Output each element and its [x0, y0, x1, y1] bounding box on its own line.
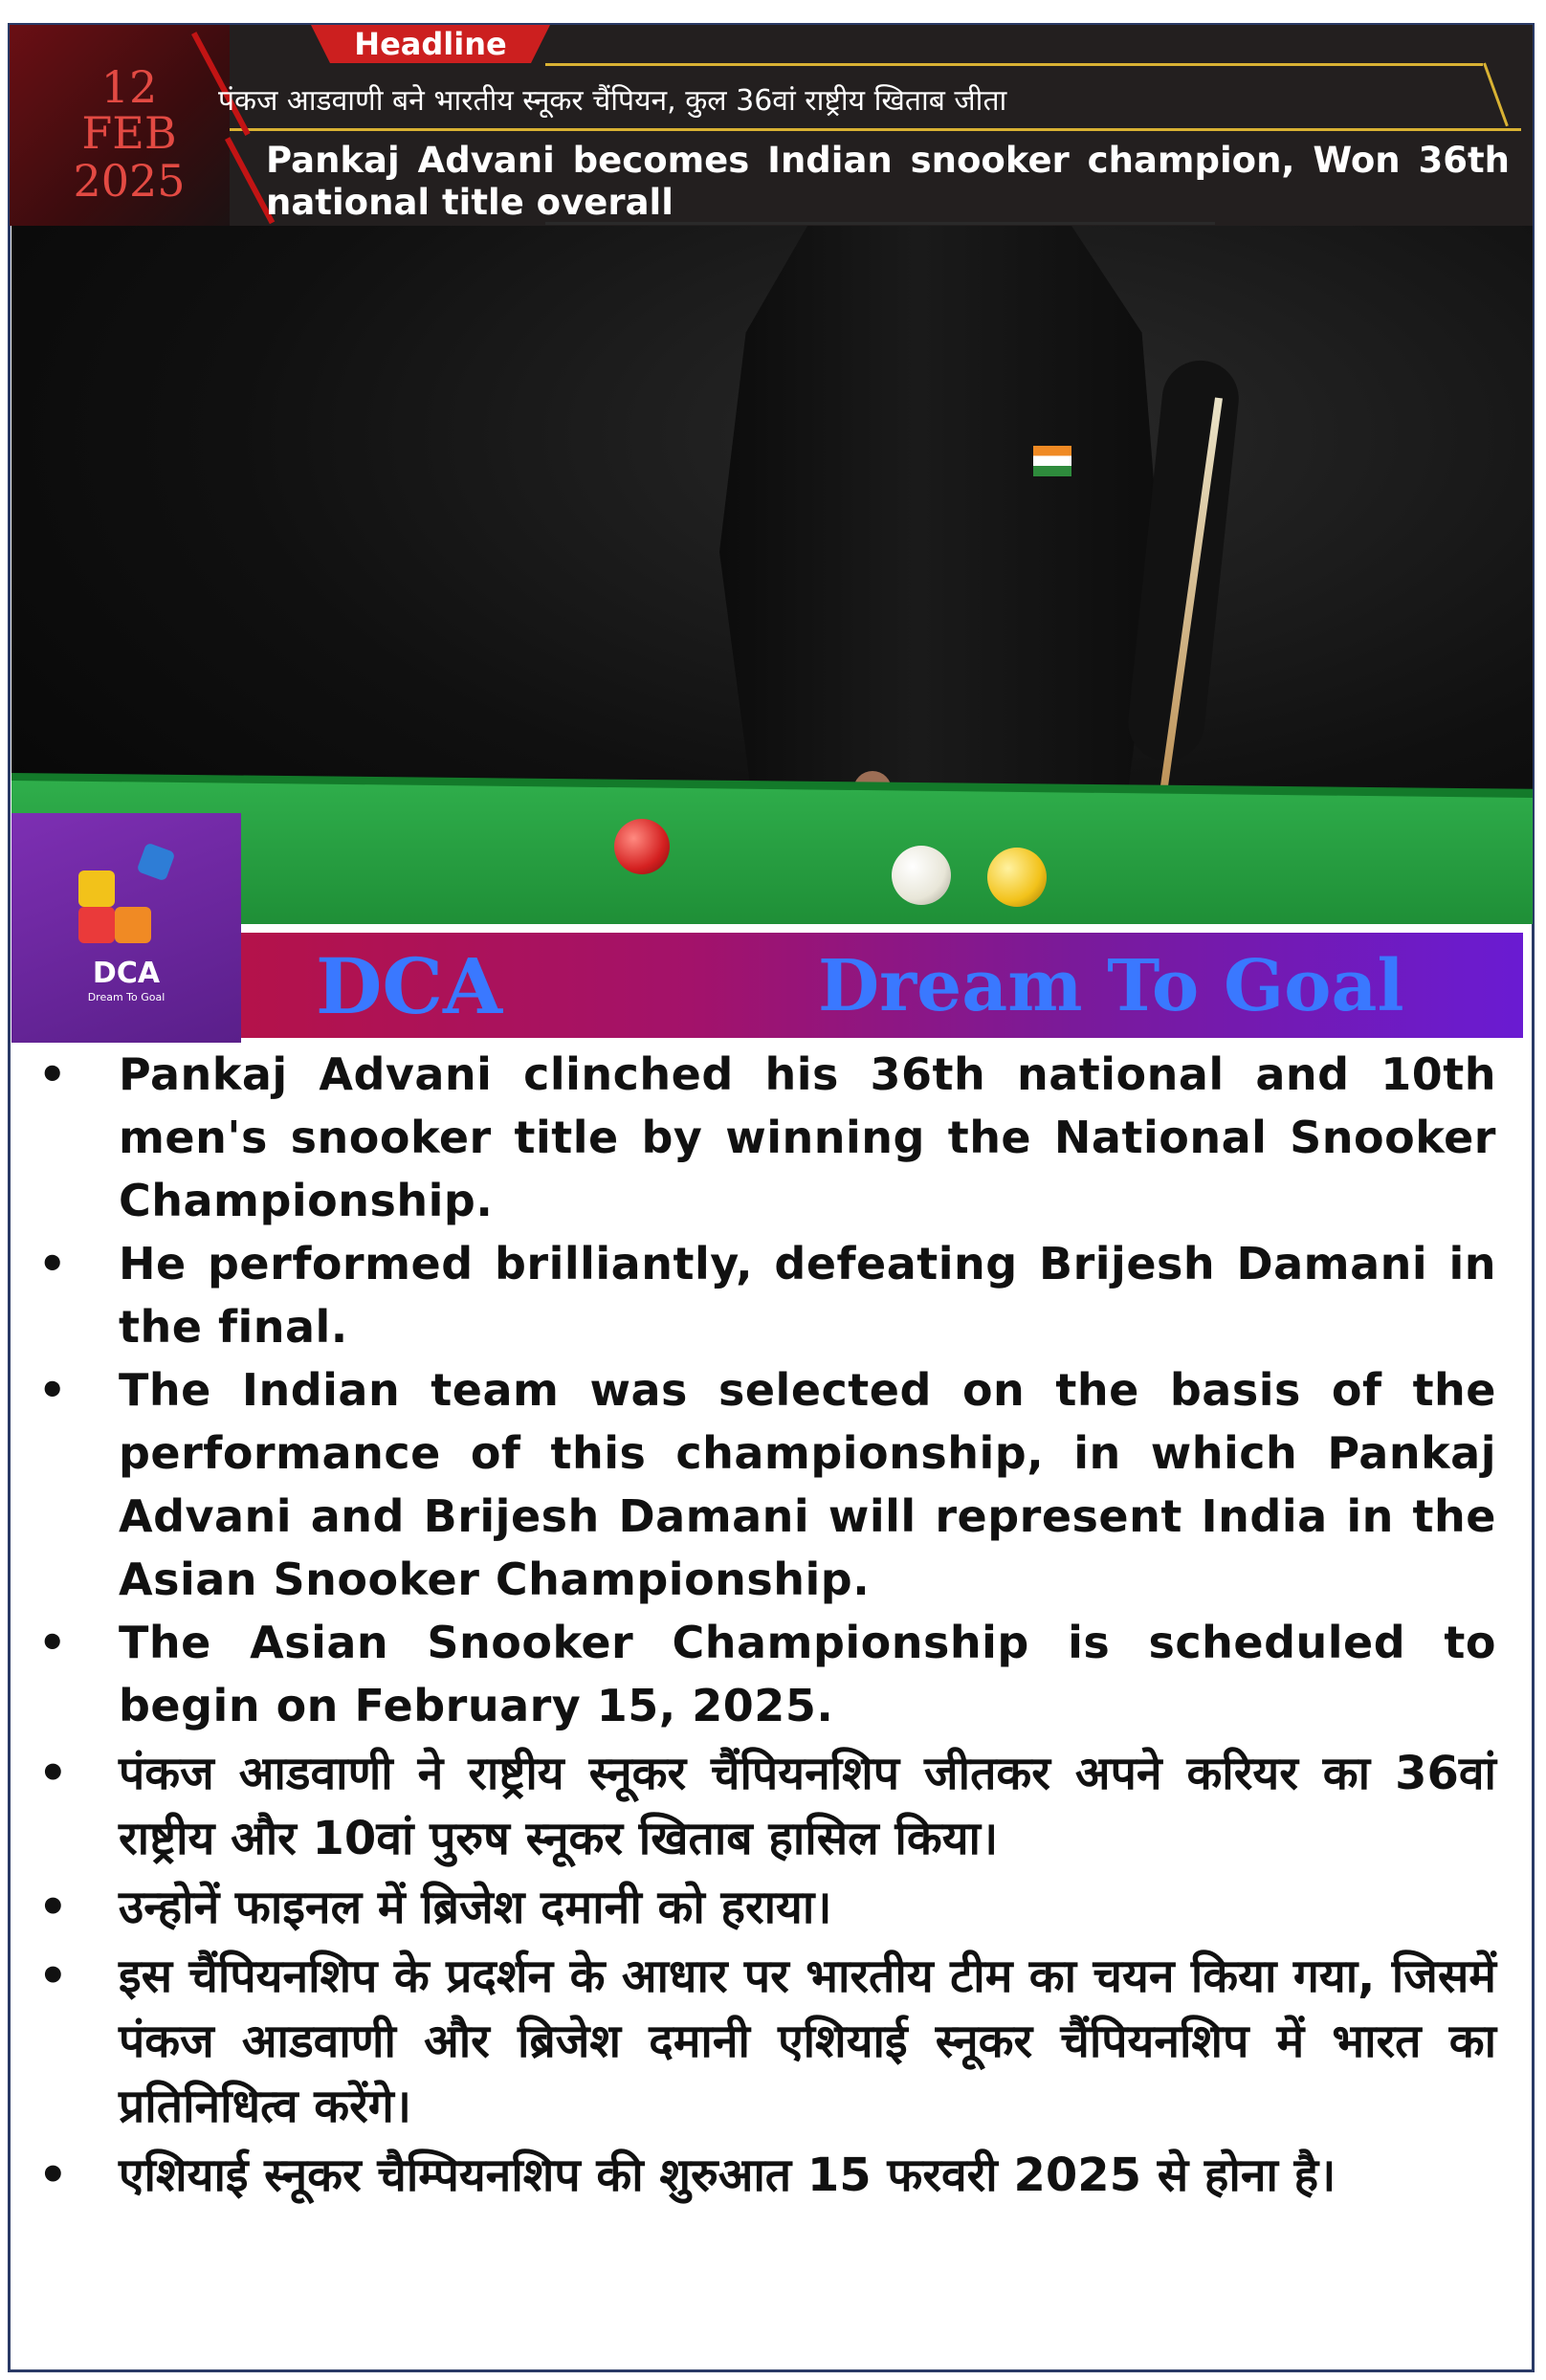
- bullet-item: [33, 1944, 1496, 2139]
- gold-rule-corner: [1483, 62, 1509, 126]
- headline-header: [10, 25, 1533, 226]
- bullet-dot: •: [38, 1881, 68, 1934]
- bullet-item: [33, 2143, 1496, 2208]
- gold-rule-top: [545, 63, 1483, 66]
- bullet-list: [33, 1043, 1496, 2208]
- headline-english-line1: Pankaj Advani becomes Indian snooker champion, Won 36th: [266, 140, 1510, 181]
- bullet-text: He performed brilliantly, defeating Brijesh Damani in the final.: [119, 1238, 1496, 1353]
- dca-logo: [11, 813, 241, 1043]
- headline-english-line2: national title overall: [266, 182, 674, 223]
- gold-rule-mid: [230, 128, 1521, 131]
- bullet-item: [33, 1358, 1496, 1611]
- bullet-dot: •: [38, 1048, 67, 1100]
- puzzle-piece-orange: [115, 907, 151, 943]
- puzzle-piece-red: [78, 907, 115, 943]
- bullet-text: इस चैंपियनशिप के प्रदर्शन के आधार पर भारतीय टीम का चयन किया गया, जिसमें पंकज आडवाणी और ब्रिजेश दमानी एशियाई स्नूकर चैंपियनशिप में भारत का प्रतिनिधित्व करेंगे।: [119, 1950, 1496, 2133]
- puzzle-piece-yellow: [78, 870, 115, 907]
- bullet-dot: •: [38, 1364, 67, 1416]
- logo-tagline: Dream To Goal: [87, 991, 166, 1003]
- logo-abbr: DCA: [92, 957, 161, 990]
- date-day: 12: [100, 61, 158, 113]
- bullet-text: एशियाई स्नूकर चैम्पियनशिप की शुरुआत 15 फरवरी 2025 से होना है।: [119, 2149, 1336, 2202]
- bullet-dot: •: [38, 1617, 67, 1668]
- bullet-item: [33, 1043, 1496, 1232]
- bullet-dot: •: [38, 1747, 68, 1800]
- cue-ball: [892, 846, 951, 905]
- bullet-text: The Asian Snooker Championship is scheduled to begin on February 15, 2025.: [119, 1617, 1496, 1731]
- bullet-item: [33, 1611, 1496, 1737]
- puzzle-piece-blue: [136, 842, 175, 881]
- yellow-ball: [987, 848, 1047, 907]
- banner-dca-text: DCA: [316, 941, 503, 1031]
- bullet-text: The Indian team was selected on the basis of the performance of this championship, in which Pankaj Advani and Brijesh Damani will represent India in the Asian Snooker Championship.: [119, 1364, 1496, 1605]
- bullet-dot: •: [38, 1238, 67, 1289]
- india-flag-badge: [1033, 446, 1071, 476]
- bullet-item: [33, 1232, 1496, 1358]
- bullet-dot: •: [38, 2149, 68, 2202]
- bullet-text: उन्होनें फाइनल में ब्रिजेश दमानी को हराया।: [119, 1881, 832, 1934]
- bullet-item: [33, 1741, 1496, 1871]
- bullet-dot: •: [38, 1950, 68, 2003]
- date-month: FEB: [81, 107, 177, 159]
- bullet-text: पंकज आडवाणी ने राष्ट्रीय स्नूकर चैंपियनशिप जीतकर अपने करियर का 36वां राष्ट्रीय और 10वां पुरुष स्नूकर खिताब हासिल किया।: [119, 1747, 1496, 1865]
- player-silhouette: [719, 226, 1160, 819]
- banner-slogan-text: Dream To Goal: [818, 945, 1404, 1027]
- bullet-item: [33, 1875, 1496, 1940]
- bullet-text: Pankaj Advani clinched his 36th national and 10th men's snooker title by winning the National Snooker Championship.: [119, 1048, 1496, 1226]
- headline-hindi: पंकज आडवाणी बने भारतीय स्नूकर चैंपियन, कुल 36वां राष्ट्रीय खिताब जीता: [218, 84, 1007, 118]
- red-ball: [614, 819, 670, 874]
- date-year: 2025: [73, 155, 186, 207]
- headline-tab-label: Headline: [354, 26, 507, 62]
